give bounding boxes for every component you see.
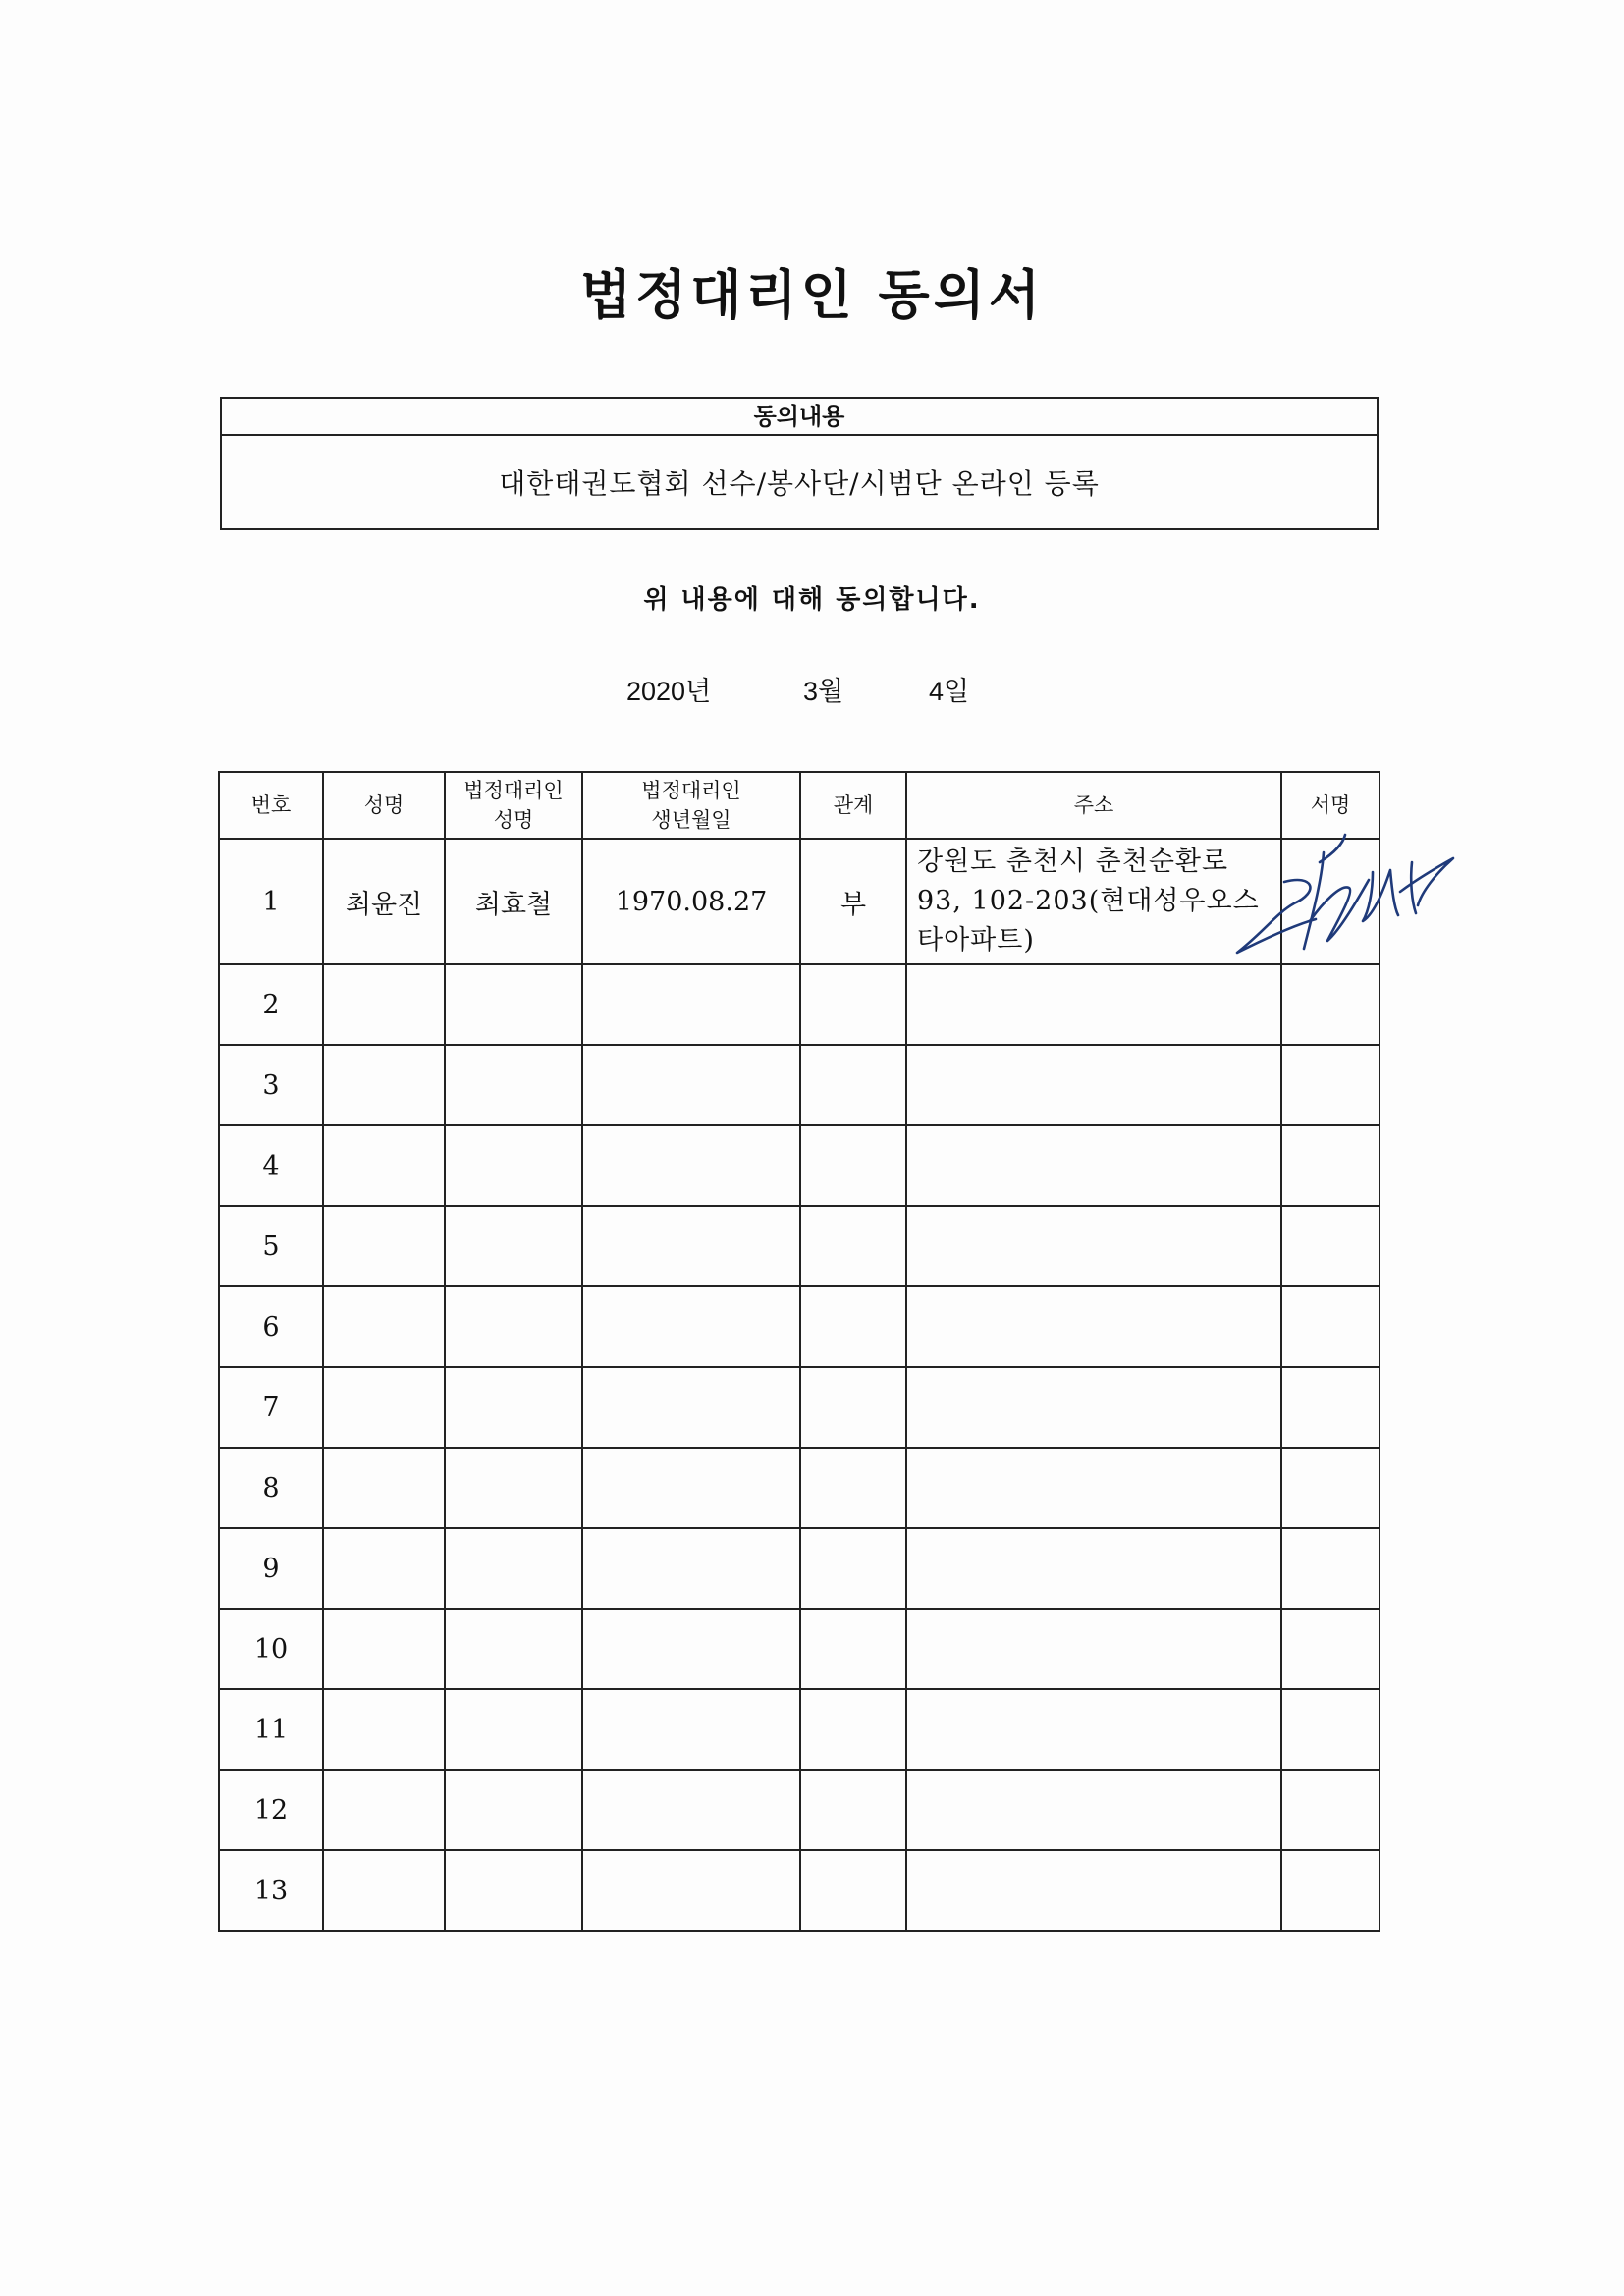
col-number-cell: 4 [219,1125,323,1206]
col-name-cell: 최윤진 [323,839,445,964]
col-name-cell [323,964,445,1045]
col-relation-cell: 부 [800,839,906,964]
consent-content-header: 동의내용 [222,399,1377,436]
col-guardian-birth-cell [582,1448,800,1528]
col-number-cell: 6 [219,1286,323,1367]
col-number-cell: 9 [219,1528,323,1609]
col-address-cell: 강원도 춘천시 춘천순환로 93, 102-203(현대성우오스타아파트) [906,839,1281,964]
col-address-cell [906,1609,1281,1689]
col-number-cell: 11 [219,1689,323,1770]
table-row [219,1770,1380,1850]
col-guardian-name-cell: 최효철 [445,839,582,964]
col-address-cell [906,1286,1281,1367]
col-number-cell: 8 [219,1448,323,1528]
col-guardian-name-header: 법정대리인 성명 [445,772,582,839]
col-number-cell: 1 [219,839,323,964]
col-address-cell [906,1528,1281,1609]
col-relation-cell [800,1286,906,1367]
col-signature-cell [1281,1850,1380,1931]
col-guardian-birth-cell [582,1689,800,1770]
col-name-cell [323,1770,445,1850]
col-address-cell [906,1367,1281,1448]
col-relation-cell [800,1448,906,1528]
col-number-cell: 13 [219,1850,323,1931]
col-guardian-name-cell [445,1770,582,1850]
col-name-cell [323,1125,445,1206]
col-relation-cell [800,1689,906,1770]
col-guardian-name-cell [445,1528,582,1609]
col-signature-cell [1281,964,1380,1045]
col-signature-header: 서명 [1281,772,1380,839]
col-guardian-name-cell [445,1689,582,1770]
col-number-cell: 2 [219,964,323,1045]
col-guardian-name-cell [445,964,582,1045]
col-signature-cell [1281,1286,1380,1367]
table-row [219,1850,1380,1931]
table-row [219,1609,1380,1689]
col-address-cell [906,1448,1281,1528]
col-number-cell: 7 [219,1367,323,1448]
col-name-cell [323,1609,445,1689]
col-guardian-birth-cell [582,1367,800,1448]
table-row [219,1448,1380,1528]
table-header-row [219,772,1380,839]
col-number-cell: 12 [219,1770,323,1850]
date-day: 4일 [929,677,970,706]
col-signature-cell [1281,1448,1380,1528]
guardian-table [218,771,1380,1932]
col-guardian-birth-cell [582,1206,800,1286]
col-address-cell [906,1206,1281,1286]
consent-content-box [220,397,1379,530]
col-address-cell [906,964,1281,1045]
col-address-cell [906,1770,1281,1850]
col-guardian-name-cell [445,1286,582,1367]
table-row [219,964,1380,1045]
table-row [219,1125,1380,1206]
col-guardian-name-cell [445,1125,582,1206]
table-row [219,1689,1380,1770]
col-number-cell: 3 [219,1045,323,1125]
table-row [219,1206,1380,1286]
col-guardian-birth-cell: 1970.08.27 [582,839,800,964]
date-year: 2020년 [626,677,712,706]
col-relation-cell [800,1609,906,1689]
col-name-header: 성명 [323,772,445,839]
col-signature-cell [1281,1045,1380,1125]
col-relation-cell [800,1528,906,1609]
col-number-cell: 10 [219,1609,323,1689]
col-signature-cell [1281,1689,1380,1770]
col-signature-cell [1281,1125,1380,1206]
col-name-cell [323,1850,445,1931]
col-guardian-birth-header: 법정대리인 생년월일 [582,772,800,839]
col-relation-cell [800,1367,906,1448]
table-row [219,839,1380,964]
date-month: 3월 [803,677,844,706]
col-relation-cell [800,964,906,1045]
col-name-cell [323,1528,445,1609]
col-address-cell [906,1125,1281,1206]
col-guardian-birth-cell [582,1286,800,1367]
col-guardian-name-cell [445,1045,582,1125]
col-relation-cell [800,1045,906,1125]
col-name-cell [323,1367,445,1448]
col-relation-cell [800,1850,906,1931]
col-name-cell [323,1689,445,1770]
col-guardian-birth-cell [582,964,800,1045]
col-relation-cell [800,1770,906,1850]
col-name-cell [323,1045,445,1125]
col-signature-cell [1281,1770,1380,1850]
col-guardian-birth-cell [582,1850,800,1931]
col-address-header: 주소 [906,772,1281,839]
col-name-cell [323,1206,445,1286]
consent-content-text: 대한태권도협회 선수/봉사단/시범단 온라인 등록 [499,467,1100,500]
table-row [219,1286,1380,1367]
col-relation-header: 관계 [800,772,906,839]
col-signature-cell [1281,1609,1380,1689]
signature-image [1225,823,1481,960]
col-signature-cell [1281,1528,1380,1609]
col-guardian-name-cell [445,1206,582,1286]
col-address-cell [906,1045,1281,1125]
col-signature-cell [1281,1367,1380,1448]
col-guardian-name-cell [445,1448,582,1528]
col-relation-cell [800,1206,906,1286]
col-number-cell: 5 [219,1206,323,1286]
agreement-statement: 위 내용에 대해 동의합니다. [643,585,981,615]
col-guardian-name-cell [445,1367,582,1448]
col-guardian-birth-cell [582,1609,800,1689]
col-signature-cell [1281,1206,1380,1286]
col-address-cell [906,1689,1281,1770]
col-guardian-name-cell [445,1609,582,1689]
col-name-cell [323,1286,445,1367]
col-guardian-name-cell [445,1850,582,1931]
table-row [219,1045,1380,1125]
document-title: 법정대리인 동의서 [579,264,1045,326]
col-guardian-birth-cell [582,1125,800,1206]
col-name-cell [323,1448,445,1528]
col-guardian-birth-cell [582,1770,800,1850]
col-number-header: 번호 [219,772,323,839]
col-guardian-birth-cell [582,1045,800,1125]
col-guardian-birth-cell [582,1528,800,1609]
col-address-cell [906,1850,1281,1931]
table-row [219,1367,1380,1448]
table-body [219,839,1380,1931]
col-relation-cell [800,1125,906,1206]
table-row [219,1528,1380,1609]
